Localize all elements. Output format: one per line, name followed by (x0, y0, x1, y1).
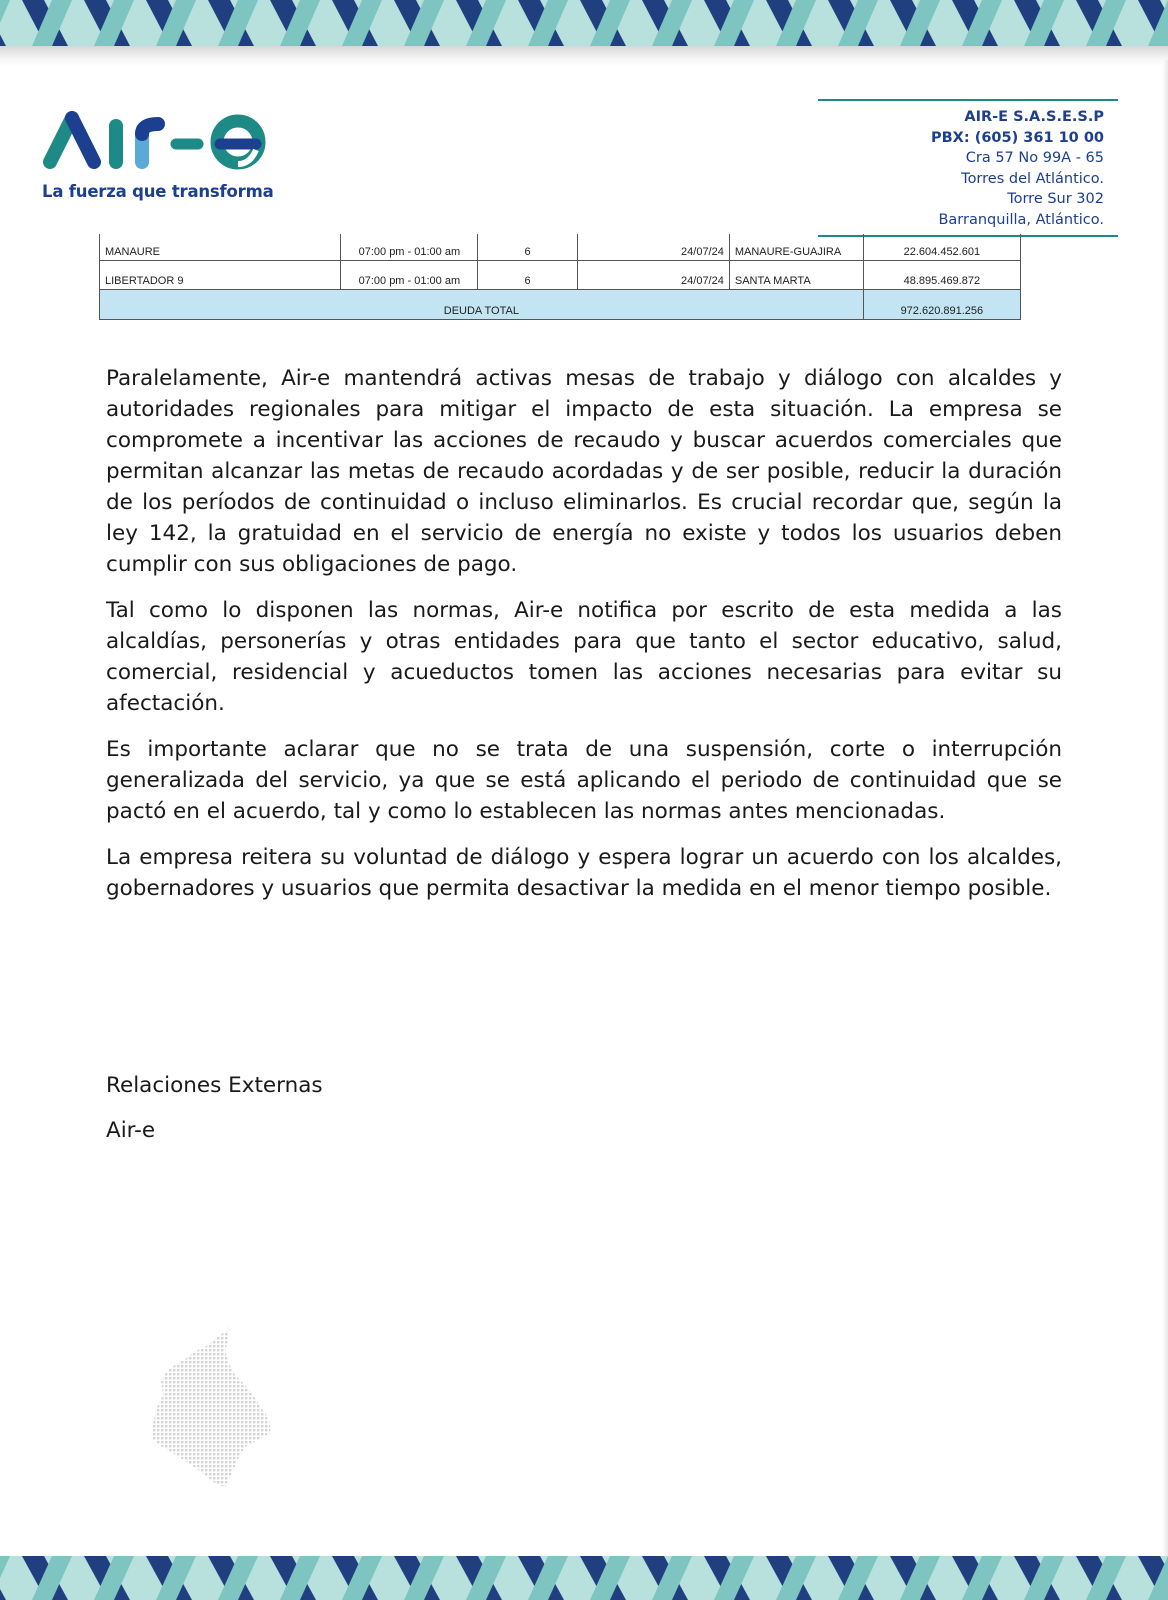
page-top-shadow (0, 46, 1168, 66)
paragraph: La empresa reitera su voluntad de diálogo y espera lograr un acuerdo con los alcaldes, gobernadores y usuarios que permita desactivar la medida en el menor tiempo posible. (106, 845, 1062, 901)
air-e-logo-mark (42, 104, 282, 184)
circuit-cell: LIBERTADOR 9 (100, 260, 341, 289)
body-text (106, 363, 1062, 919)
total-value: 972.620.891.256 (863, 289, 1020, 319)
location-cell: SANTA MARTA (729, 260, 863, 289)
debt-cell: 48.895.469.872 (863, 260, 1020, 289)
signature-company: Air-e (106, 1118, 156, 1143)
pattern-band-graphic (0, 0, 1168, 46)
table-row (100, 260, 1021, 289)
hours-cell: 6 (478, 234, 577, 260)
company-address-line: Barranquilla, Atlántico. (938, 211, 1104, 228)
top-decorative-band (0, 0, 1168, 46)
pattern-band-graphic (0, 1556, 1168, 1600)
map-icon (145, 1325, 285, 1490)
company-phone: PBX: (605) 361 10 00 (931, 129, 1104, 146)
company-address-line: Torres del Atlántico. (961, 170, 1104, 187)
company-address-line: Cra 57 No 99A - 65 (965, 150, 1104, 166)
debt-table (99, 234, 1021, 320)
schedule-cell: 07:00 pm - 01:00 am (341, 234, 478, 260)
circuit-cell: MANAURE (100, 234, 341, 260)
signature-department: Relaciones Externas (106, 1073, 323, 1098)
page-right-edge (1162, 60, 1168, 1556)
colombia-map-watermark (145, 1325, 285, 1490)
company-address-line: Torre Sur 302 (1007, 191, 1104, 207)
brand-tagline: La fuerza que transforma (42, 182, 274, 201)
total-row (100, 289, 1021, 319)
paragraph: Paralelamente, Air-e mantendrá activas mesas de trabajo y diálogo con alcaldes y autoridades regionales para mitigar el impacto de esta situación. La empresa se compromete a incentivar las acciones de recaudo y buscar acuerdos comerciales que permitan alcanzar las metas de recaudo acordadas y de ser posible, reducir la duración de los períodos de continuidad o incluso eliminarlos. Es crucial recordar que, según la ley 142, la gratuidad en el servicio de energía no existe y todos los usuarios deben cumplir con sus obligaciones de pago. (106, 366, 1062, 577)
debt-cell: 22.604.452.601 (863, 234, 1020, 260)
table-row (100, 234, 1021, 260)
paragraph: Tal como lo disponen las normas, Air-e notifica por escrito de esta medida a las alcaldías, personerías y otras entidades para que tanto el sector educativo, salud, comercial, residencial y acueductos tomen las acciones necesarias para evitar su afectación. (106, 598, 1062, 716)
paragraph: Es importante aclarar que no se trata de una suspensión, corte o interrupción generalizada del servicio, ya que se está aplicando el periodo de continuidad que se pactó en el acuerdo, tal y como lo establecen las normas antes mencionadas. (106, 737, 1062, 824)
company-contact-block (818, 99, 1118, 237)
date-cell: 24/07/24 (577, 260, 729, 289)
bottom-decorative-band (0, 1556, 1168, 1600)
schedule-cell: 07:00 pm - 01:00 am (341, 260, 478, 289)
date-cell: 24/07/24 (577, 234, 729, 260)
total-label: DEUDA TOTAL (100, 289, 864, 319)
hours-cell: 6 (478, 260, 577, 289)
location-cell: MANAURE-GUAJIRA (729, 234, 863, 260)
company-name: AIR-E S.A.S.E.S.P (964, 109, 1104, 125)
